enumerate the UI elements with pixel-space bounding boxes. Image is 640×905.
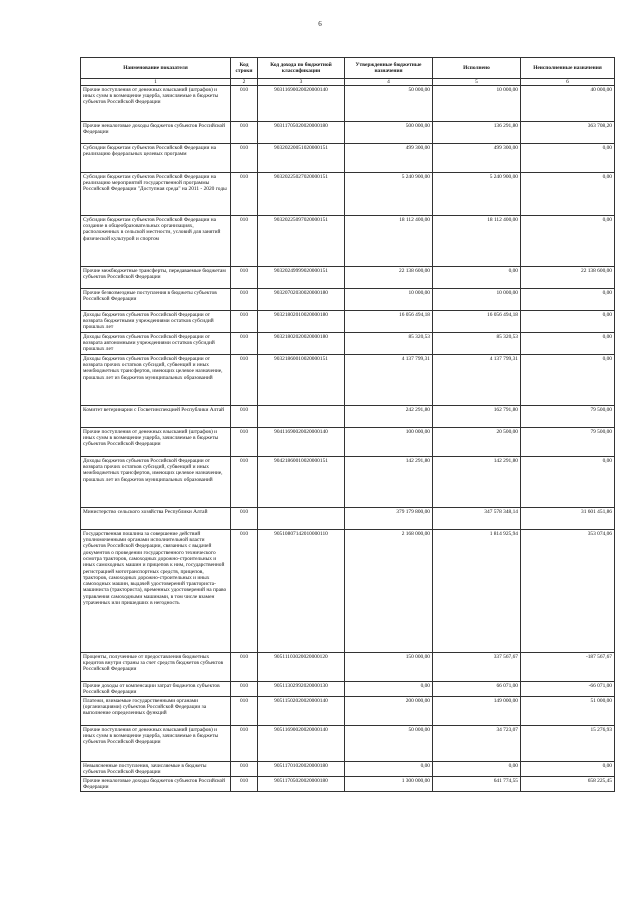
table-row [81, 653, 615, 682]
cell-executed: 641 774,55 [433, 777, 521, 792]
cell-line-code: 010 [231, 289, 258, 311]
cell-name: Проценты, полученные от предоставления бюджетных кредитов внутри страны за счет средств бюджетов субъектов Российской Федерации [81, 653, 231, 682]
cell-unexecuted: 40 000,00 [521, 86, 615, 122]
cell-line-code: 010 [231, 762, 258, 777]
cell-name: Прочие поступления от денежных взысканий (штрафов) и иных сумм в возмещение ущерба, зачисляемые в бюджеты субъектов Российской Федерации [81, 726, 231, 762]
header-budget-code: Код дохода по бюджетной классификации [258, 58, 345, 79]
cell-unexecuted: 0,00 [521, 355, 615, 406]
cell-name: Субсидии бюджетам субъектов Российской Федерации на реализацию мероприятий государственной программы Российской Федерации "Доступная среда" на 2011 - 2020 годы [81, 173, 231, 216]
cell-name: Прочие поступления от денежных взысканий (штрафов) и иных сумм в возмещение ущерба, зачисляемые в бюджеты субъектов Российской Федерации [81, 428, 231, 457]
cell-name: Доходы бюджетов субъектов Российской Федерации от возврата бюджетными учреждениями остатков субсидий прошлых лет [81, 311, 231, 333]
cell-name: Прочие неналоговые доходы бюджетов субъектов Российской Федерации [81, 122, 231, 144]
table-row [81, 457, 615, 508]
column-number: 5 [433, 79, 521, 86]
cell-line-code: 010 [231, 530, 258, 653]
cell-approved: 4 137 799,31 [345, 355, 433, 406]
header-line-code: Код строки [231, 58, 258, 79]
cell-unexecuted: -66 071,00 [521, 682, 615, 697]
cell-unexecuted: 22 138 600,00 [521, 267, 615, 289]
cell-line-code: 010 [231, 682, 258, 697]
cell-budget-code: 90511103020020000120 [258, 653, 345, 682]
column-number: 3 [258, 79, 345, 86]
cell-budget-code: 90421860010020000151 [258, 457, 345, 508]
column-number: 4 [345, 79, 433, 86]
cell-approved: 150 000,00 [345, 653, 433, 682]
cell-name: Субсидии бюджетам субъектов Российской Федерации на создание в общеобразовательных организациях, расположенных в сельской местности, условий для занятий физической культурой и спортом [81, 216, 231, 267]
cell-budget-code [258, 406, 345, 428]
cell-name: Прочие поступления от денежных взысканий (штрафов) и иных сумм в возмещение ущерба, зачисляемые в бюджеты субъектов Российской Федерации [81, 86, 231, 122]
cell-budget-code: 90511705020020000180 [258, 777, 345, 792]
cell-name: Доходы бюджетов субъектов Российской Федерации от возврата прочих остатков субсидий, субвенций и иных межбюджетных трансфертов, имеющих целевое назначение, прошлых лет из бюджетов муниципальных образований [81, 457, 231, 508]
cell-unexecuted: 0,00 [521, 311, 615, 333]
cell-executed: 66 071,00 [433, 682, 521, 697]
cell-line-code: 010 [231, 457, 258, 508]
cell-approved: 242 291,80 [345, 406, 433, 428]
cell-unexecuted: 15 276,93 [521, 726, 615, 762]
cell-line-code: 010 [231, 697, 258, 726]
cell-unexecuted: 658 225,45 [521, 777, 615, 792]
table-row [81, 355, 615, 406]
cell-line-code: 010 [231, 311, 258, 333]
cell-unexecuted: 363 708,20 [521, 122, 615, 144]
cell-unexecuted: 0,00 [521, 144, 615, 173]
cell-approved: 200 000,00 [345, 697, 433, 726]
revenue-table [80, 57, 615, 792]
cell-line-code: 010 [231, 122, 258, 144]
cell-executed: 149 000,00 [433, 697, 521, 726]
cell-unexecuted: 0,00 [521, 333, 615, 355]
cell-line-code: 010 [231, 144, 258, 173]
cell-approved: 16 056 494,18 [345, 311, 433, 333]
cell-name: Прочие доходы от компенсации затрат бюджетов субъектов Российской Федерации [81, 682, 231, 697]
cell-approved: 50 000,00 [345, 726, 433, 762]
cell-budget-code: 90320225097020000151 [258, 216, 345, 267]
cell-line-code: 010 [231, 216, 258, 267]
cell-budget-code: 90511701020020000180 [258, 762, 345, 777]
table-row [81, 428, 615, 457]
header-executed: Исполнено [433, 58, 521, 79]
cell-unexecuted: 31 601 451,86 [521, 508, 615, 530]
cell-name: Прочие безвозмездные поступления в бюджеты субъектов Российской Федерации [81, 289, 231, 311]
cell-name: Доходы бюджетов субъектов Российской Федерации от возврата прочих остатков субсидий, субвенций и иных межбюджетных трансфертов, имеющих целевое назначение, прошлых лет из бюджетов муниципальных образований [81, 355, 231, 406]
cell-approved: 10 000,00 [345, 289, 433, 311]
cell-executed: 10 000,00 [433, 86, 521, 122]
cell-line-code: 010 [231, 333, 258, 355]
cell-budget-code: 90321802010020000180 [258, 311, 345, 333]
table-row [81, 682, 615, 697]
table-row [81, 762, 615, 777]
cell-executed: 5 240 900,00 [433, 173, 521, 216]
cell-budget-code: 90511690020020000140 [258, 726, 345, 762]
cell-approved: 500 000,00 [345, 122, 433, 144]
cell-budget-code: 90320702030020000180 [258, 289, 345, 311]
cell-line-code: 010 [231, 406, 258, 428]
cell-unexecuted: 353 074,06 [521, 530, 615, 653]
cell-executed: 18 112 400,00 [433, 216, 521, 267]
header-name: Наименование показателя [81, 58, 231, 79]
table-row [81, 144, 615, 173]
cell-executed: 85 320,53 [433, 333, 521, 355]
table-row [81, 508, 615, 530]
table-row [81, 216, 615, 267]
cell-unexecuted: -187 567,67 [521, 653, 615, 682]
cell-line-code: 010 [231, 508, 258, 530]
cell-name: Государственная пошлина за совершение действий уполномоченными органами исполнительной власти субъектов Российской Федерации, связанных с выдачей документов о проведении государственного технического осмотра тракторов, самоходных дорожно-строительных и иных самоходных машин и прицепов к ним, государственной регистрацией мототранспортных средств, прицепов, тракторов, самоходных дорожно-строительных и иных самоходных машин, выдачей удостоверений тракториста-машиниста (тракториста), временных удостоверений на право управления самоходными машинами, в том числе взамен утраченных или пришедших в негодность [81, 530, 231, 653]
cell-approved: 2 168 000,00 [345, 530, 433, 653]
cell-budget-code: 90320249999020000151 [258, 267, 345, 289]
table-row [81, 173, 615, 216]
table-row [81, 86, 615, 122]
cell-executed: 0,00 [433, 762, 521, 777]
cell-line-code: 010 [231, 267, 258, 289]
cell-line-code: 010 [231, 355, 258, 406]
cell-approved: 1 300 000,00 [345, 777, 433, 792]
cell-approved: 18 112 400,00 [345, 216, 433, 267]
cell-name: Прочие межбюджетные трансферты, передаваемые бюджетам субъектов Российской Федерации [81, 267, 231, 289]
cell-budget-code: 90511502020020000140 [258, 697, 345, 726]
cell-executed: 347 578 348,14 [433, 508, 521, 530]
cell-unexecuted: 79 500,00 [521, 428, 615, 457]
table-row [81, 289, 615, 311]
cell-name: Невыясненные поступления, зачисляемые в бюджеты субъектов Российской Федерации [81, 762, 231, 777]
cell-approved: 100 000,00 [345, 428, 433, 457]
cell-approved: 5 240 900,00 [345, 173, 433, 216]
cell-unexecuted: 0,00 [521, 216, 615, 267]
table-row [81, 406, 615, 428]
cell-executed: 337 567,67 [433, 653, 521, 682]
cell-executed: 162 791,80 [433, 406, 521, 428]
cell-line-code: 010 [231, 428, 258, 457]
cell-approved: 0,00 [345, 682, 433, 697]
table-row [81, 267, 615, 289]
cell-budget-code: 90311690020020000140 [258, 86, 345, 122]
cell-budget-code: 90320220051020000151 [258, 144, 345, 173]
cell-approved: 85 320,53 [345, 333, 433, 355]
cell-approved: 50 000,00 [345, 86, 433, 122]
cell-line-code: 010 [231, 777, 258, 792]
cell-budget-code: 90510807142010000110 [258, 530, 345, 653]
cell-executed: 20 500,00 [433, 428, 521, 457]
cell-unexecuted: 0,00 [521, 457, 615, 508]
cell-line-code: 010 [231, 726, 258, 762]
table-row [81, 122, 615, 144]
table-row [81, 530, 615, 653]
table-row [81, 777, 615, 792]
column-number: 1 [81, 79, 231, 86]
cell-unexecuted: 51 000,00 [521, 697, 615, 726]
cell-executed: 0,00 [433, 267, 521, 289]
cell-approved: 379 179 800,00 [345, 508, 433, 530]
cell-executed: 136 291,80 [433, 122, 521, 144]
cell-line-code: 010 [231, 653, 258, 682]
header-row [81, 58, 615, 79]
cell-approved: 22 138 600,00 [345, 267, 433, 289]
cell-executed: 16 056 494,18 [433, 311, 521, 333]
cell-unexecuted: 0,00 [521, 289, 615, 311]
cell-approved: 0,00 [345, 762, 433, 777]
cell-executed: 4 137 799,31 [433, 355, 521, 406]
cell-budget-code: 90311705020020000180 [258, 122, 345, 144]
cell-line-code: 010 [231, 173, 258, 216]
cell-executed: 499 300,00 [433, 144, 521, 173]
cell-executed: 10 000,00 [433, 289, 521, 311]
cell-budget-code: 90321860010020000151 [258, 355, 345, 406]
cell-budget-code: 90411690020020000140 [258, 428, 345, 457]
cell-unexecuted: 0,00 [521, 173, 615, 216]
cell-executed: 142 291,80 [433, 457, 521, 508]
cell-name: Комитет ветеринарии с Госветинспекцией Республики Алтай [81, 406, 231, 428]
cell-budget-code: 90320225027020000151 [258, 173, 345, 216]
cell-budget-code [258, 508, 345, 530]
cell-unexecuted: 79 500,00 [521, 406, 615, 428]
cell-approved: 142 291,80 [345, 457, 433, 508]
table-row [81, 726, 615, 762]
cell-name: Прочие неналоговые доходы бюджетов субъектов Российской Федерации [81, 777, 231, 792]
page-number: 6 [318, 20, 322, 28]
cell-budget-code: 90321802020020000180 [258, 333, 345, 355]
cell-name: Субсидии бюджетам субъектов Российской Федерации на реализацию федеральных целевых программ [81, 144, 231, 173]
cell-approved: 499 300,00 [345, 144, 433, 173]
table-row [81, 697, 615, 726]
cell-executed: 34 723,07 [433, 726, 521, 762]
cell-budget-code: 90511302992020000130 [258, 682, 345, 697]
table-row [81, 333, 615, 355]
cell-name: Доходы бюджетов субъектов Российской Федерации от возврата автономными учреждениями остатков субсидий прошлых лет [81, 333, 231, 355]
column-number: 6 [521, 79, 615, 86]
header-approved: Утвержденные бюджетные назначения [345, 58, 433, 79]
column-number-row [81, 79, 615, 86]
column-number: 2 [231, 79, 258, 86]
cell-unexecuted: 0,00 [521, 762, 615, 777]
table-row [81, 311, 615, 333]
cell-name: Министерство сельского хозяйства Республики Алтай [81, 508, 231, 530]
cell-name: Платежи, взимаемые государственными органами (организациями) субъектов Российской Федерации за выполнение определенных функций [81, 697, 231, 726]
table-body [81, 86, 615, 792]
header-unexecuted: Неисполненные назначения [521, 58, 615, 79]
cell-executed: 1 814 925,94 [433, 530, 521, 653]
cell-line-code: 010 [231, 86, 258, 122]
